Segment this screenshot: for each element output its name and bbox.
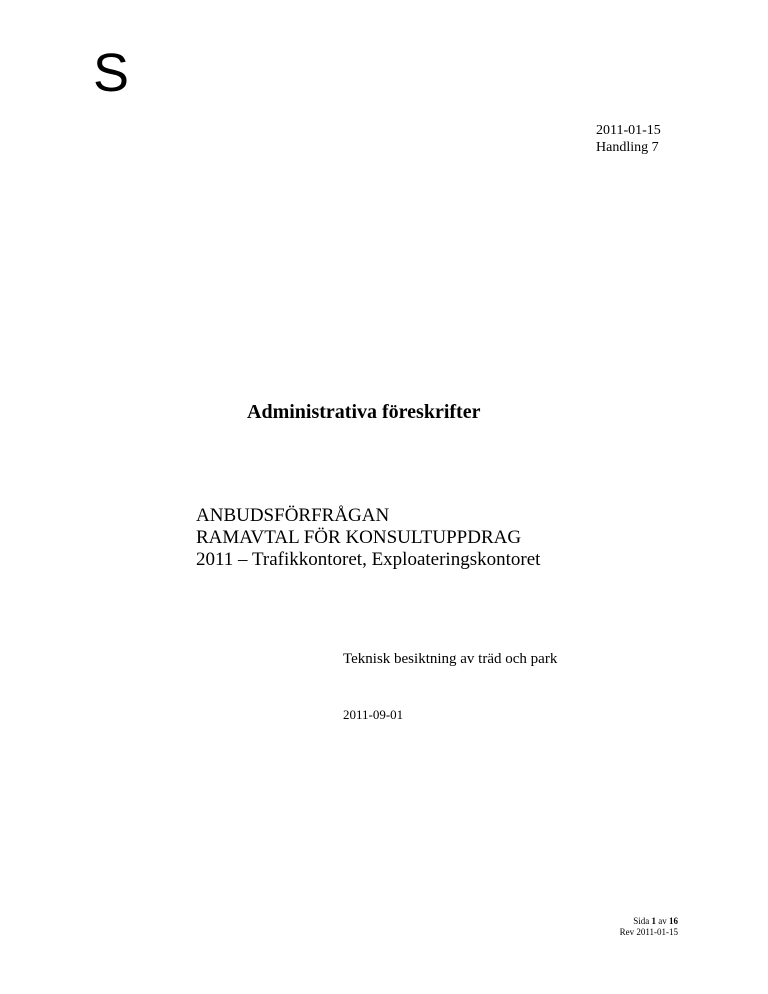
document-reference: Handling 7 xyxy=(596,140,659,155)
subject-line-2: RAMAVTAL FÖR KONSULTUPPDRAG xyxy=(196,527,522,548)
page-total: 16 xyxy=(669,916,678,926)
page-current: 1 xyxy=(651,916,656,926)
page-label: Sida xyxy=(633,916,650,926)
assignment-date: 2011-09-01 xyxy=(343,707,404,722)
subject-line-3: 2011 – Trafikkontoret, Exploateringskontoret xyxy=(196,549,541,570)
document-title: Administrativa föreskrifter xyxy=(247,401,481,423)
header-meta xyxy=(596,122,661,156)
revision: Rev 2011-01-15 xyxy=(619,927,678,937)
subject-block xyxy=(196,505,540,571)
header-date: 2011-01-15 xyxy=(596,123,661,138)
page-footer xyxy=(620,916,678,938)
logo-letter: S xyxy=(93,43,130,103)
page-number xyxy=(620,916,678,927)
subject-line-1: ANBUDSFÖRFRÅGAN xyxy=(196,505,390,526)
assignment-name: Teknisk besiktning av träd och park xyxy=(343,651,558,667)
page-separator: av xyxy=(658,916,667,926)
